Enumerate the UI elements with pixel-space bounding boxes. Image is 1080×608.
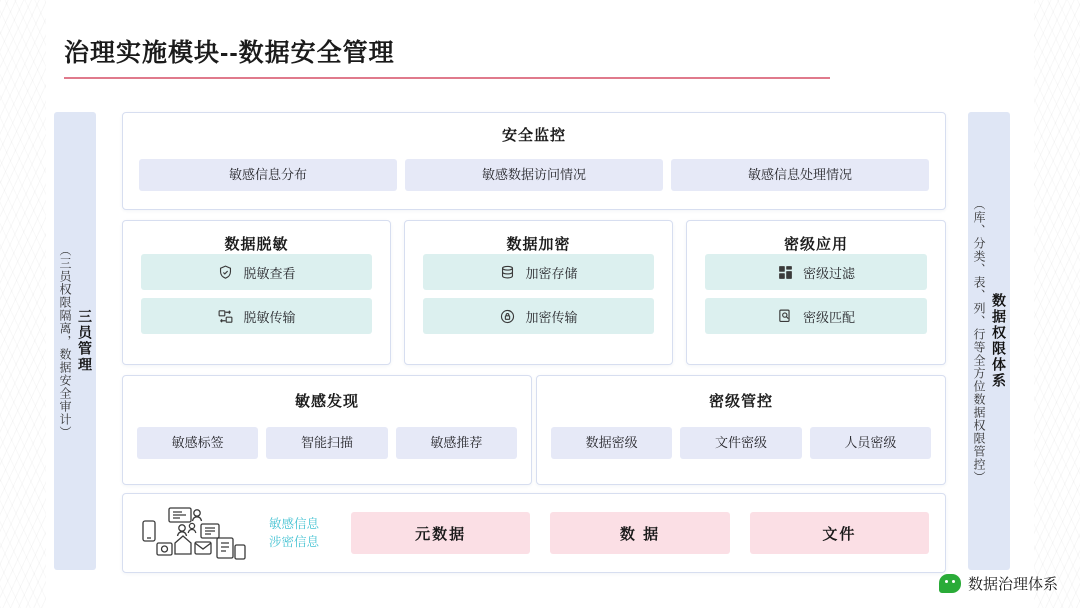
- item-encrypted-storage-label: 加密存储: [525, 265, 578, 281]
- label-classified-info: 涉密信息: [269, 535, 320, 549]
- item-level-filter-label: 密级过滤: [802, 265, 855, 281]
- item-level-match[interactable]: [705, 298, 927, 334]
- wechat-icon: [939, 574, 961, 593]
- panel-data-desensitization: [122, 220, 391, 365]
- left-sidebar-detail: （三员权限隔离，数据安全审计）: [58, 243, 72, 439]
- panel-security-level-application: [686, 220, 946, 365]
- chip-sensitive-label[interactable]: 敏感标签: [137, 427, 258, 459]
- panel-security-level-control: [536, 375, 946, 485]
- item-encrypted-storage[interactable]: [423, 254, 654, 290]
- title-underline: [64, 77, 830, 79]
- footer-label: 数据治理体系: [967, 576, 1058, 593]
- left-sidebar-three-roles: [54, 112, 96, 570]
- database-lock-icon: [499, 264, 516, 281]
- panel-data-sources: [122, 493, 946, 573]
- chip-data-level[interactable]: 数据密级: [551, 427, 672, 459]
- chip-file-level[interactable]: 文件密级: [680, 427, 801, 459]
- people-devices-icon: [139, 505, 257, 561]
- box-metadata[interactable]: 元数据: [351, 512, 530, 554]
- box-data[interactable]: 数 据: [550, 512, 729, 554]
- right-sidebar-permission-system: [968, 112, 1010, 570]
- item-level-filter[interactable]: [705, 254, 927, 290]
- item-encrypted-transfer-label: 加密传输: [525, 309, 578, 325]
- chip-sensitive-recommend[interactable]: 敏感推荐: [396, 427, 517, 459]
- sensitive-discovery-chip-row: [123, 427, 531, 459]
- panel-security-monitor: [122, 112, 946, 210]
- chip-sensitive-distribution[interactable]: 敏感信息分布: [139, 159, 397, 191]
- page-title: 治理实施模块--数据安全管理: [64, 39, 395, 67]
- item-level-match-label: 密级匹配: [802, 309, 855, 325]
- panel-security-monitor-title: 安全监控: [501, 127, 566, 144]
- panel-data-encryption-title: 数据加密: [506, 236, 571, 253]
- box-file[interactable]: 文件: [750, 512, 929, 554]
- footer-wechat: [939, 573, 1058, 594]
- panel-security-level-application-title: 密级应用: [783, 236, 848, 253]
- panel-data-encryption: [404, 220, 673, 365]
- item-desensitized-transfer[interactable]: [141, 298, 372, 334]
- transfer-icon: [217, 308, 234, 325]
- item-encrypted-transfer[interactable]: [423, 298, 654, 334]
- sensitive-info-labels: [269, 515, 331, 551]
- item-desensitized-view[interactable]: [141, 254, 372, 290]
- chip-smart-scan[interactable]: 智能扫描: [266, 427, 387, 459]
- security-level-control-chip-row: [537, 427, 945, 459]
- label-sensitive-info: 敏感信息: [269, 517, 320, 531]
- left-sidebar-label: 三员管理: [77, 309, 93, 373]
- item-desensitized-transfer-label: 脱敏传输: [243, 309, 296, 325]
- panel-security-level-control-title: 密级管控: [708, 393, 773, 410]
- panel-data-desensitization-title: 数据脱敏: [224, 236, 289, 253]
- match-search-icon: [777, 308, 794, 325]
- chip-sensitive-processing[interactable]: 敏感信息处理情况: [671, 159, 929, 191]
- chip-person-level[interactable]: 人员密级: [810, 427, 931, 459]
- shield-check-icon: [217, 264, 234, 281]
- item-desensitized-view-label: 脱敏查看: [243, 265, 296, 281]
- right-sidebar-label: 数据权限体系: [991, 293, 1007, 389]
- right-sidebar-detail: （库、分类、表、列、行等全方位数据权限管控）: [972, 198, 986, 484]
- panel-sensitive-discovery: [122, 375, 532, 485]
- data-sources-row: [123, 494, 945, 572]
- security-monitor-chip-row: [123, 159, 945, 191]
- chip-sensitive-access[interactable]: 敏感数据访问情况: [405, 159, 663, 191]
- left-sidebar-content: [55, 112, 95, 570]
- filter-grid-icon: [777, 264, 794, 281]
- right-sidebar-content: [969, 112, 1009, 570]
- panel-sensitive-discovery-title: 敏感发现: [294, 393, 359, 410]
- lock-transfer-icon: [499, 308, 516, 325]
- page-title-block: [64, 36, 854, 79]
